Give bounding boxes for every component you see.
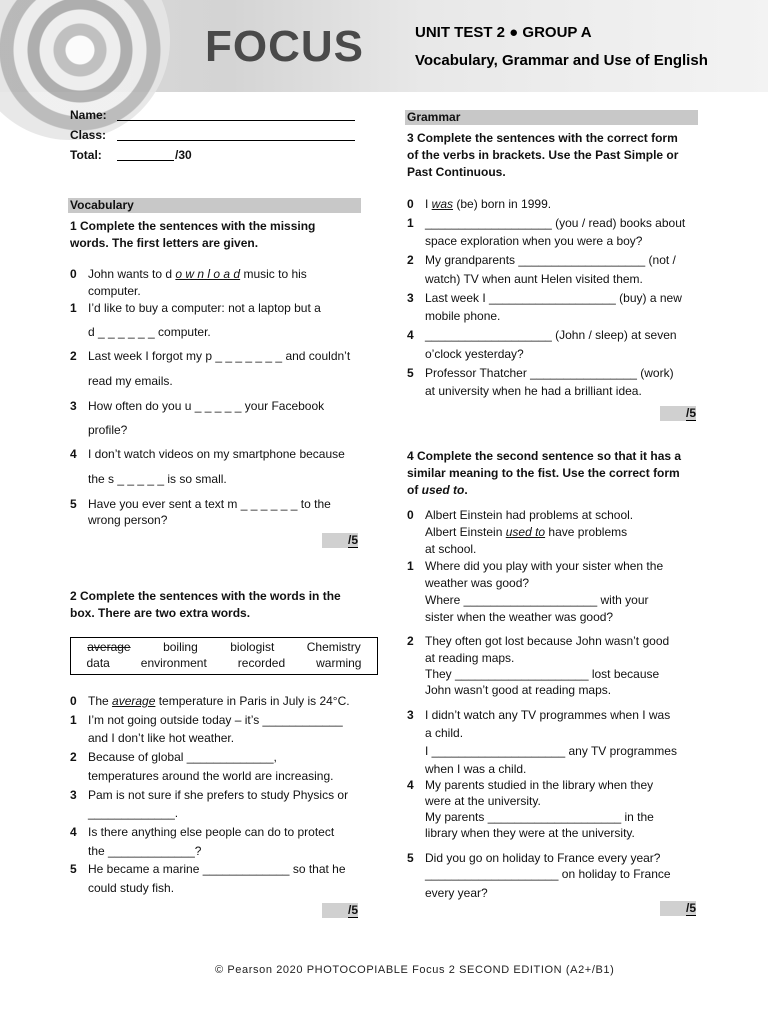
word-box-word: average [87,640,131,654]
section-vocabulary: Vocabulary [68,198,361,213]
ex1-item1-line1[interactable]: I’d like to buy a computer: not a laptop but a [88,301,321,315]
ex1-score[interactable]: /5 [322,533,358,548]
ex2-item4-line1: Is there anything else people can do to protect [88,825,335,839]
ex4-item4-line4: library when they were at the university. [425,826,635,840]
ex3-item3-line1[interactable]: Last week I ___________________ (buy) a new [425,291,682,305]
item-number: 4 [70,825,77,839]
ex1-item1-line2[interactable]: d _ _ _ _ _ _ computer. [88,325,211,339]
ex3-item2-line2: watch) TV when aunt Helen visited them. [425,272,643,286]
ex1-item0-line1: John wants to d o w n l o a d music to his [88,267,307,281]
item-number: 5 [407,851,414,865]
ex4-instruction-line3: of used to. [407,483,468,497]
item-number: 0 [407,508,414,522]
class-field[interactable] [117,140,355,141]
ex3-score[interactable]: /5 [660,406,696,421]
ex2-item3-line2[interactable]: _____________. [88,806,179,820]
ex4-item1-line1: Where did you play with your sister when the [425,559,664,573]
ex4-item5-line1: Did you go on holiday to France every year? [425,851,661,865]
item-number: 5 [70,497,77,511]
ex1-item3-line2: profile? [88,423,128,437]
ex4-item2-line3[interactable]: They ____________________ lost because [425,667,660,681]
ex3-instruction-line2: of the verbs in brackets. Use the Past Simple or [407,148,679,162]
item-number: 5 [407,366,414,380]
ex3-instruction-line3: Past Continuous. [407,165,506,179]
ex4-item1-line2: weather was good? [425,576,530,590]
item-number: 1 [70,713,77,727]
header-banner [0,0,768,92]
word-box-word: Chemistry [306,640,361,654]
test-title: UNIT TEST 2 ● GROUP A [415,24,592,41]
ex4-item2-line1: They often got lost because John wasn’t good [425,634,670,648]
item-number: 3 [407,291,414,305]
ex1-item0-line2: computer. [88,284,141,298]
item-number: 3 [70,399,77,413]
item-number: 4 [70,447,77,461]
ex2-score[interactable]: /5 [322,903,358,918]
ex1-instruction-line1: 1 Complete the sentences with the missing [70,219,316,233]
ex4-item5-line3: every year? [425,886,488,900]
ex4-item1-line3[interactable]: Where ____________________ with your [425,593,649,607]
word-box-word: boiling [163,640,198,654]
ex2-item5-line2: could study fish. [88,881,175,895]
ex2-item5-line1[interactable]: He became a marine _____________ so that he [88,862,346,876]
word-box [70,637,378,675]
word-box-word: warming [316,656,362,670]
ex2-item3-line1: Pam is not sure if she prefers to study Physics or [88,788,349,802]
ex2-item1-line2: and I don’t like hot weather. [88,731,235,745]
ex4-item0-line1: Albert Einstein had problems at school. [425,508,634,522]
ex3-item1-line1[interactable]: ___________________ (you / read) books about [425,216,686,230]
name-field[interactable] [117,120,355,121]
item-number: 2 [70,349,77,363]
ex4-item0-line3: at school. [425,542,477,556]
item-number: 3 [70,788,77,802]
word-box-row [71,656,377,670]
ex4-item3-line2: a child. [425,726,464,740]
ex3-item5-line1[interactable]: Professor Thatcher ________________ (work) [425,366,674,380]
ex1-item4-line1: I don’t watch videos on my smartphone because [88,447,345,461]
ex4-item3-line1: I didn’t watch any TV programmes when I was [425,708,671,722]
ex3-item3-line2: mobile phone. [425,309,501,323]
total-label: Total: [70,148,102,162]
ex1-instruction-line2: words. The first letters are given. [70,236,259,250]
ex2-item0-line1: The average temperature in Paris in July is 24°C. [88,694,350,708]
example-answer: used to [505,525,546,539]
item-number: 1 [70,301,77,315]
section-grammar: Grammar [405,110,698,125]
ex4-item4-line2: were at the university. [425,794,541,808]
item-number: 0 [70,694,77,708]
ex2-item2-line2: temperatures around the world are increasing. [88,769,334,783]
ex1-item4-line2[interactable]: the s _ _ _ _ _ is so small. [88,472,227,486]
test-subtitle: Vocabulary, Grammar and Use of English [415,52,708,69]
ex2-item1-line1[interactable]: I’m not going outside today – it’s ____________ [88,713,343,727]
ex4-instruction-line2: similar meaning to the fist. Use the correct form [407,466,680,480]
item-number: 1 [407,559,414,573]
ex1-item5-line1[interactable]: Have you ever sent a text m _ _ _ _ _ _ to the [88,497,331,511]
item-number: 2 [407,634,414,648]
ex4-item4-line1: My parents studied in the library when they [425,778,654,792]
item-number: 4 [407,778,414,792]
total-field[interactable] [117,160,174,161]
ex1-item2-line1[interactable]: Last week I forgot my p _ _ _ _ _ _ _ and couldn’t [88,349,351,363]
ex2-item4-line2[interactable]: the _____________? [88,844,202,858]
ex4-item3-line3[interactable]: I ____________________ any TV programmes [425,744,677,758]
item-number: 1 [407,216,414,230]
ex3-instruction-line1: 3 Complete the sentences with the correct form [407,131,678,145]
class-label: Class: [70,128,107,142]
word-box-word: recorded [237,656,286,670]
word-box-word: data [86,656,110,670]
word-box-word: biologist [230,640,275,654]
example-answer: average [112,694,156,708]
example-answer: was [431,197,454,211]
ex3-item2-line1[interactable]: My grandparents ___________________ (not / [425,253,676,267]
ex2-instruction-line1: 2 Complete the sentences with the words in the [70,589,341,603]
ex3-item4-line2: o’clock yesterday? [425,347,524,361]
item-number: 3 [407,708,414,722]
item-number: 4 [407,328,414,342]
item-number: 0 [70,267,77,281]
word-box-row [71,640,377,654]
ex2-item2-line1[interactable]: Because of global _____________, [88,750,277,764]
ex4-item0-line2: Albert Einstein used to have problems [425,525,628,539]
ex4-item5-line2[interactable]: ____________________ on holiday to France [425,867,671,881]
ex1-item2-line2: read my emails. [88,374,173,388]
ex4-item3-line4: when I was a child. [425,762,527,776]
ex4-item4-line3[interactable]: My parents ____________________ in the [425,810,654,824]
footer-copyright: © Pearson 2020 PHOTOCOPIABLE Focus 2 SECOND EDITION (A2+/B1) [215,964,615,976]
total-max: /30 [175,148,192,162]
example-answer: o w n l o a d [175,267,241,281]
ex2-instruction-line2: box. There are two extra words. [70,606,251,620]
ex3-item4-line1[interactable]: ___________________ (John / sleep) at seven [425,328,677,342]
ex4-item1-line4: sister when the weather was good? [425,610,614,624]
focus-logo: FOCUS [205,22,364,71]
item-number: 5 [70,862,77,876]
ex1-item3-line1[interactable]: How often do you u _ _ _ _ _ your Facebook [88,399,325,413]
item-number: 2 [407,253,414,267]
item-number: 0 [407,197,414,211]
name-label: Name: [70,108,107,122]
ex4-item2-line2: at reading maps. [425,651,515,665]
ex4-instruction-line1: 4 Complete the second sentence so that it has a [407,449,682,463]
ex3-item1-line2: space exploration when you were a boy? [425,234,643,248]
ex3-item0-line1: I was (be) born in 1999. [425,197,552,211]
item-number: 2 [70,750,77,764]
ex4-score[interactable]: /5 [660,901,696,916]
ex1-item5-line2: wrong person? [88,513,168,527]
ex3-item5-line2: at university when he had a brilliant idea. [425,384,642,398]
word-box-word: environment [140,656,207,670]
ex4-item2-line4: John wasn’t good at reading maps. [425,683,612,697]
